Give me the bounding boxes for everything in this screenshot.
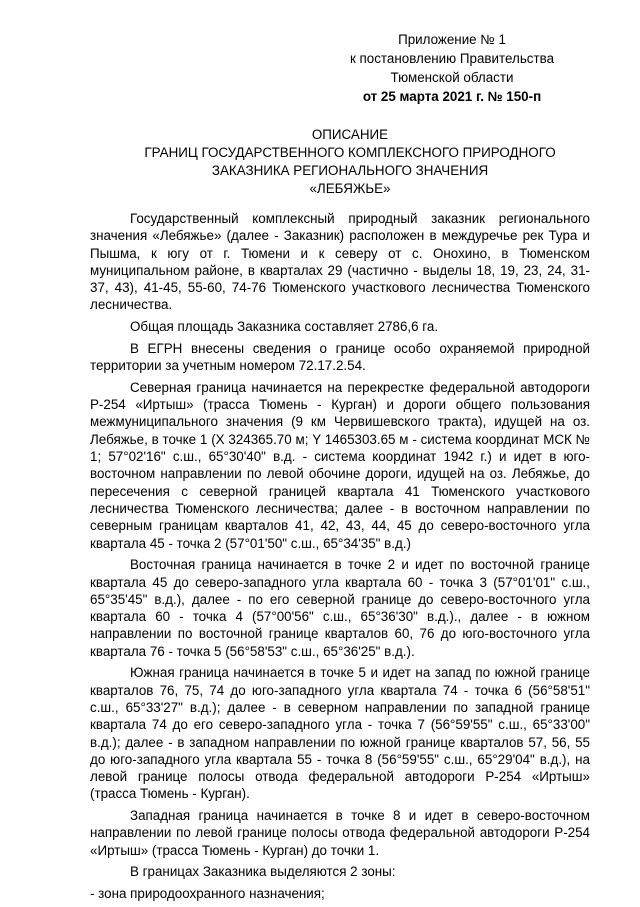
appendix-number: Приложение № 1 xyxy=(398,32,506,47)
paragraph-east-border: Восточная граница начинается в точке 2 и идет по восточной границе квартала 45 до северо-западного угла квартала 60 - точка 3 (57°01'01" с.ш., 65°35'45" в.д.), далее - по его северной границе до северо-восточного угла квартала 60 - точка 4 (57°00'56" с.ш., 65°36'30" в.д.)., далее - в южном направлении по восточной границе кварталов 60, 76 до юго-восточного угла квартала 76 - точка 5 (56°58'53" с.ш., 65°36'25" в.д.). xyxy=(90,557,590,659)
appendix-date: от 25 марта 2021 г. № 150-п xyxy=(362,89,542,104)
paragraph-north-border: Северная граница начинается на перекрестке федеральной автодороги Р-254 «Иртыш» (трасса Тюмень - Курган) и дороги общего пользования межмуниципального значения (9 км Червишевского тракта), идущей на оз. Лебяжье, в точке 1 (X 324365.70 м; Y 1465303.65 м - система координат МСК № 1; 57°02'16" с.ш., 65°30'40" в.д. - система координат 1942 г.) и идет в юго-восточном направлении по левой обочине дороги, идущей на оз. Лебяжье, до пересечения с северной границей квартала 41 Тюменского участкового лесничества Тюменского лесничества; далее - в восточном направлении по северным границам кварталов 41, 42, 43, 44, 45 до северо-восточного угла квартала 45 - точка 2 (57°01'50" с.ш., 65°34'35" в.д.) xyxy=(90,379,590,551)
paragraph-area: Общая площадь Заказника составляет 2786,6 га. xyxy=(130,319,439,335)
appendix-region: Тюменской области xyxy=(390,70,514,85)
title-line-4: «ЛЕБЯЖЬЕ» xyxy=(309,181,391,196)
paragraph-intro: Государственный комплексный природный заказник регионального значения «Лебяжье» (далее - Заказник) расположен в междуречье рек Тура и Пышма, к югу от г. Тюмени и к северу от с. Онохино, в Тюменском муниципальном районе, в кварталах 29 (частично - выделы 18, 19, 23, 24, 31-37, 43), 41-45, 55-60, 74-76 Тюменского участкового лесничества Тюменского лесничества. xyxy=(90,211,590,313)
document-title xyxy=(110,126,590,198)
paragraph-egrn: В ЕГРН внесены сведения о границе особо охраняемой природной территории за учетным номером 72.17.2.54. xyxy=(90,340,590,374)
appendix-header xyxy=(322,30,582,106)
title-line-2: ГРАНИЦ ГОСУДАРСТВЕННОГО КОМПЛЕКСНОГО ПРИРОДНОГО xyxy=(144,145,556,160)
paragraph-zones: В границах Заказника выделяются 2 зоны: xyxy=(130,864,396,880)
list-item-zone: - зона природоохранного назначения; xyxy=(90,886,325,902)
title-line-1: ОПИСАНИЕ xyxy=(311,127,389,142)
paragraph-west-border: Западная граница начинается в точке 8 и идет в северо-восточном направлении по левой границе полосы отвода федеральной автодороги Р-254 «Иртыш» (трасса Тюмень - Курган) до точки 1. xyxy=(90,808,590,858)
appendix-reference: к постановлению Правительства xyxy=(349,51,555,66)
document-body xyxy=(90,210,590,907)
title-line-3: ЗАКАЗНИКА РЕГИОНАЛЬНОГО ЗНАЧЕНИЯ xyxy=(211,163,489,178)
paragraph-south-border: Южная граница начинается в точке 5 и идет на запад по южной границе кварталов 76, 75, 74 до юго-западного угла квартала 74 - точка 6 (56°58'51" с.ш., 65°33'27" в.д.); далее - в северном направлении по западной границе квартала 74 до его северо-западного угла - точка 7 (56°59'55" с.ш., 65°33'00" в.д.); далее - в западном направлении по южной границе кварталов 57, 56, 55 до юго-западного угла квартала 55 - точка 8 (56°59'55" с.ш., 65°29'04" в.д.), на левой границе полосы отвода федеральной автодороги Р-254 «Иртыш» (трасса Тюмень - Курган). xyxy=(90,665,590,802)
